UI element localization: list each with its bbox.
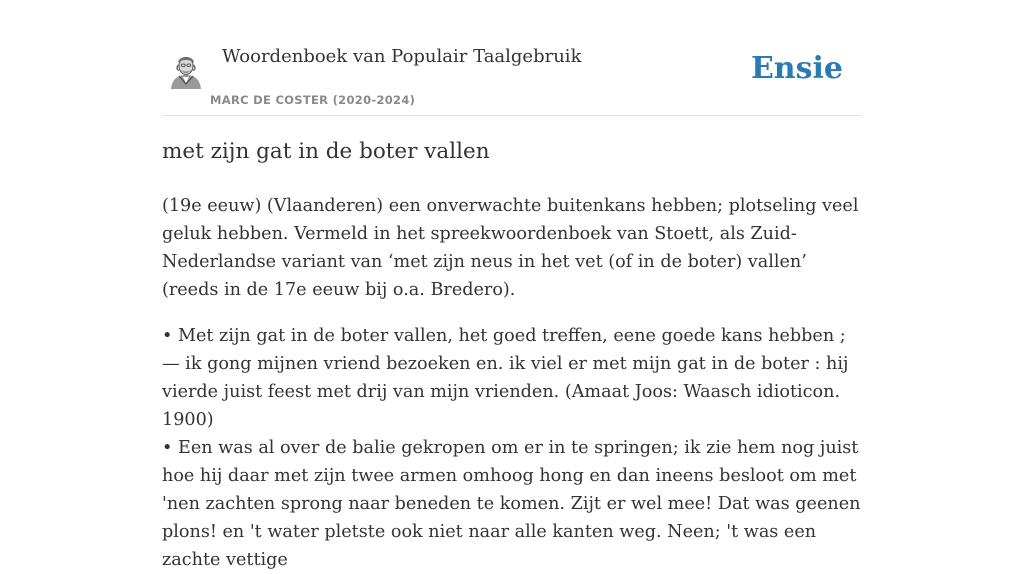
example-quote: • Met zijn gat in de boter vallen, het goed treffen, eene goede kans hebben ; — ik gong mijnen vriend bezoeken en. ik viel er met mijn gat in de boter : hij vierde juist feest met drij van mijn vrienden. (Amaat Joos: Waasch idioticon. 1900): [162, 326, 849, 430]
entry-definition: (19e eeuw) (Vlaanderen) een onverwachte buitenkans hebben; plotseling veel geluk hebben. Vermeld in het spreekwoordenboek van Stoett, als Zuid-Nederlandse variant van ‘met zijn neus in het vet (of in de boter) vallen’ (reeds in de 17e eeuw bij o.a. Bredero).: [162, 196, 859, 300]
example-quote: • Een was al over de balie gekropen om er in te springen; ik zie hem nog juist hoe hij daar met zijn twee armen omhoog hong en dan ineens besloot om met 'nen zachten sprong naar beneden te komen. Zijt er wel mee! Dat was geenen plons! en 't water pletste ook niet naar alle kanten weg. Neen; 't was een zachte vettige: [162, 438, 861, 570]
entry-body: [162, 192, 862, 574]
entry-headword: met zijn gat in de boter vallen: [162, 139, 490, 164]
dictionary-title-link[interactable]: Woordenboek van Populair Taalgebruik: [222, 46, 582, 67]
ensie-logo-link[interactable]: Ensie: [750, 51, 843, 86]
author-portrait-icon: [169, 51, 203, 89]
site-header: [162, 40, 862, 116]
author-byline: MARC DE COSTER (2020-2024): [210, 93, 416, 107]
